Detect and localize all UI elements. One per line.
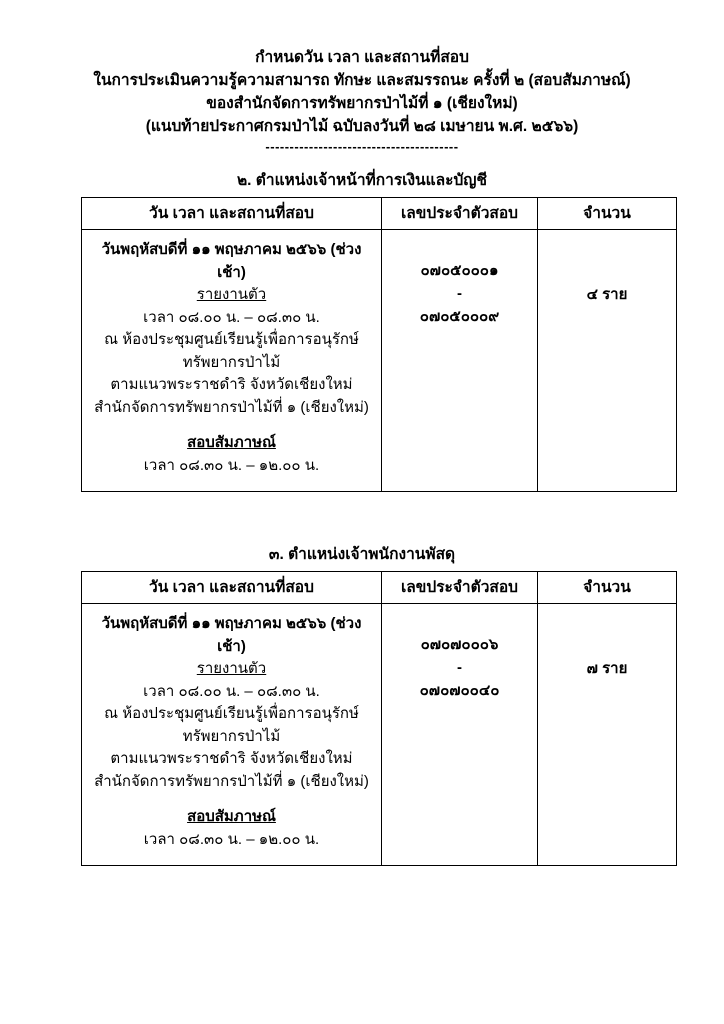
- title-line-2: ในการประเมินความรู้ความสามารถ ทักษะ และสมรรถนะ ครั้งที่ ๒ (สอบสัมภาษณ์): [93, 72, 631, 89]
- interview-label: สอบสัมภาษณ์: [187, 808, 276, 825]
- candidate-count-cell: [538, 230, 677, 492]
- venue-line-1: ณ ห้องประชุมศูนย์เรียนรู้เพื่อการอนุรักษ์ทรัพยากรป่าไม้: [104, 705, 359, 745]
- venue-line-3: สำนักจัดการทรัพยากรป่าไม้ที่ ๑ (เชียงใหม่): [94, 398, 369, 416]
- interview-time: เวลา ๐๘.๓๐ น. – ๑๒.๐๐ น.: [143, 830, 320, 848]
- section-heading-supplies: ๓. ตำแหน่งเจ้าพนักงานพัสดุ: [268, 546, 456, 563]
- venue-line-2: ตามแนวพระราชดำริ จังหวัดเชียงใหม่: [110, 376, 353, 393]
- exam-table-finance: [81, 197, 677, 492]
- exam-id-to: ๐๗๐๕๐๐๐๙: [419, 308, 500, 325]
- interview-label: สอบสัมภาษณ์: [187, 434, 276, 451]
- report-time: เวลา ๐๘.๐๐ น. – ๐๘.๓๐ น.: [143, 308, 320, 326]
- report-label: รายงานตัว: [196, 660, 267, 677]
- table-header-row: [82, 198, 677, 230]
- exam-id-from: ๐๗๐๗๐๐๐๖: [420, 636, 499, 653]
- document-title-block: [0, 46, 724, 155]
- table-row: [82, 604, 677, 866]
- exam-id-separator: -: [457, 659, 462, 676]
- candidate-count: ๔ ราย: [586, 286, 628, 303]
- venue-line-2: ตามแนวพระราชดำริ จังหวัดเชียงใหม่: [110, 750, 353, 767]
- exam-date: วันพฤหัสบดีที่ ๑๑ พฤษภาคม ๒๕๖๖ (ช่วงเช้า): [101, 241, 362, 281]
- title-line-4: (แนบท้ายประกาศกรมป่าไม้ ฉบับลงวันที่ ๒๘ เมษายน พ.ศ. ๒๕๖๖): [145, 118, 579, 135]
- schedule-cell: [82, 230, 382, 492]
- exam-id-separator: -: [457, 285, 462, 302]
- report-label: รายงานตัว: [196, 286, 267, 303]
- dashed-divider: ----------------------------------------: [265, 139, 459, 154]
- exam-id-range-cell: [382, 230, 538, 492]
- candidate-count: ๗ ราย: [586, 660, 628, 677]
- column-header-count: จำนวน: [538, 198, 677, 230]
- title-line-3: ของสำนักจัดการทรัพยากรป่าไม้ที่ ๑ (เชียงใหม่): [206, 95, 518, 112]
- interview-time: เวลา ๐๘.๓๐ น. – ๑๒.๐๐ น.: [143, 456, 320, 474]
- venue-line-1: ณ ห้องประชุมศูนย์เรียนรู้เพื่อการอนุรักษ์ทรัพยากรป่าไม้: [104, 331, 359, 371]
- title-line-1: กำหนดวัน เวลา และสถานที่สอบ: [255, 49, 469, 66]
- column-header-datetime-place: วัน เวลา และสถานที่สอบ: [82, 572, 382, 604]
- exam-table-supplies: [81, 571, 677, 866]
- table-header-row: [82, 572, 677, 604]
- column-header-exam-id: เลขประจำตัวสอบ: [382, 572, 538, 604]
- exam-date: วันพฤหัสบดีที่ ๑๑ พฤษภาคม ๒๕๖๖ (ช่วงเช้า): [101, 615, 362, 655]
- column-header-datetime-place: วัน เวลา และสถานที่สอบ: [82, 198, 382, 230]
- spacer: [88, 419, 375, 432]
- table-row: [82, 230, 677, 492]
- exam-id-range-cell: [382, 604, 538, 866]
- column-header-exam-id: เลขประจำตัวสอบ: [382, 198, 538, 230]
- schedule-cell: [82, 604, 382, 866]
- candidate-count-cell: [538, 604, 677, 866]
- spacer: [88, 793, 375, 806]
- report-time: เวลา ๐๘.๐๐ น. – ๐๘.๓๐ น.: [143, 682, 320, 700]
- column-header-count: จำนวน: [538, 572, 677, 604]
- section-heading-finance: ๒. ตำแหน่งเจ้าหน้าที่การเงินและบัญชี: [236, 172, 488, 189]
- venue-line-3: สำนักจัดการทรัพยากรป่าไม้ที่ ๑ (เชียงใหม่): [94, 772, 369, 790]
- exam-id-from: ๐๗๐๕๐๐๐๑: [420, 262, 499, 279]
- exam-id-to: ๐๗๐๗๐๐๔๐: [419, 682, 500, 699]
